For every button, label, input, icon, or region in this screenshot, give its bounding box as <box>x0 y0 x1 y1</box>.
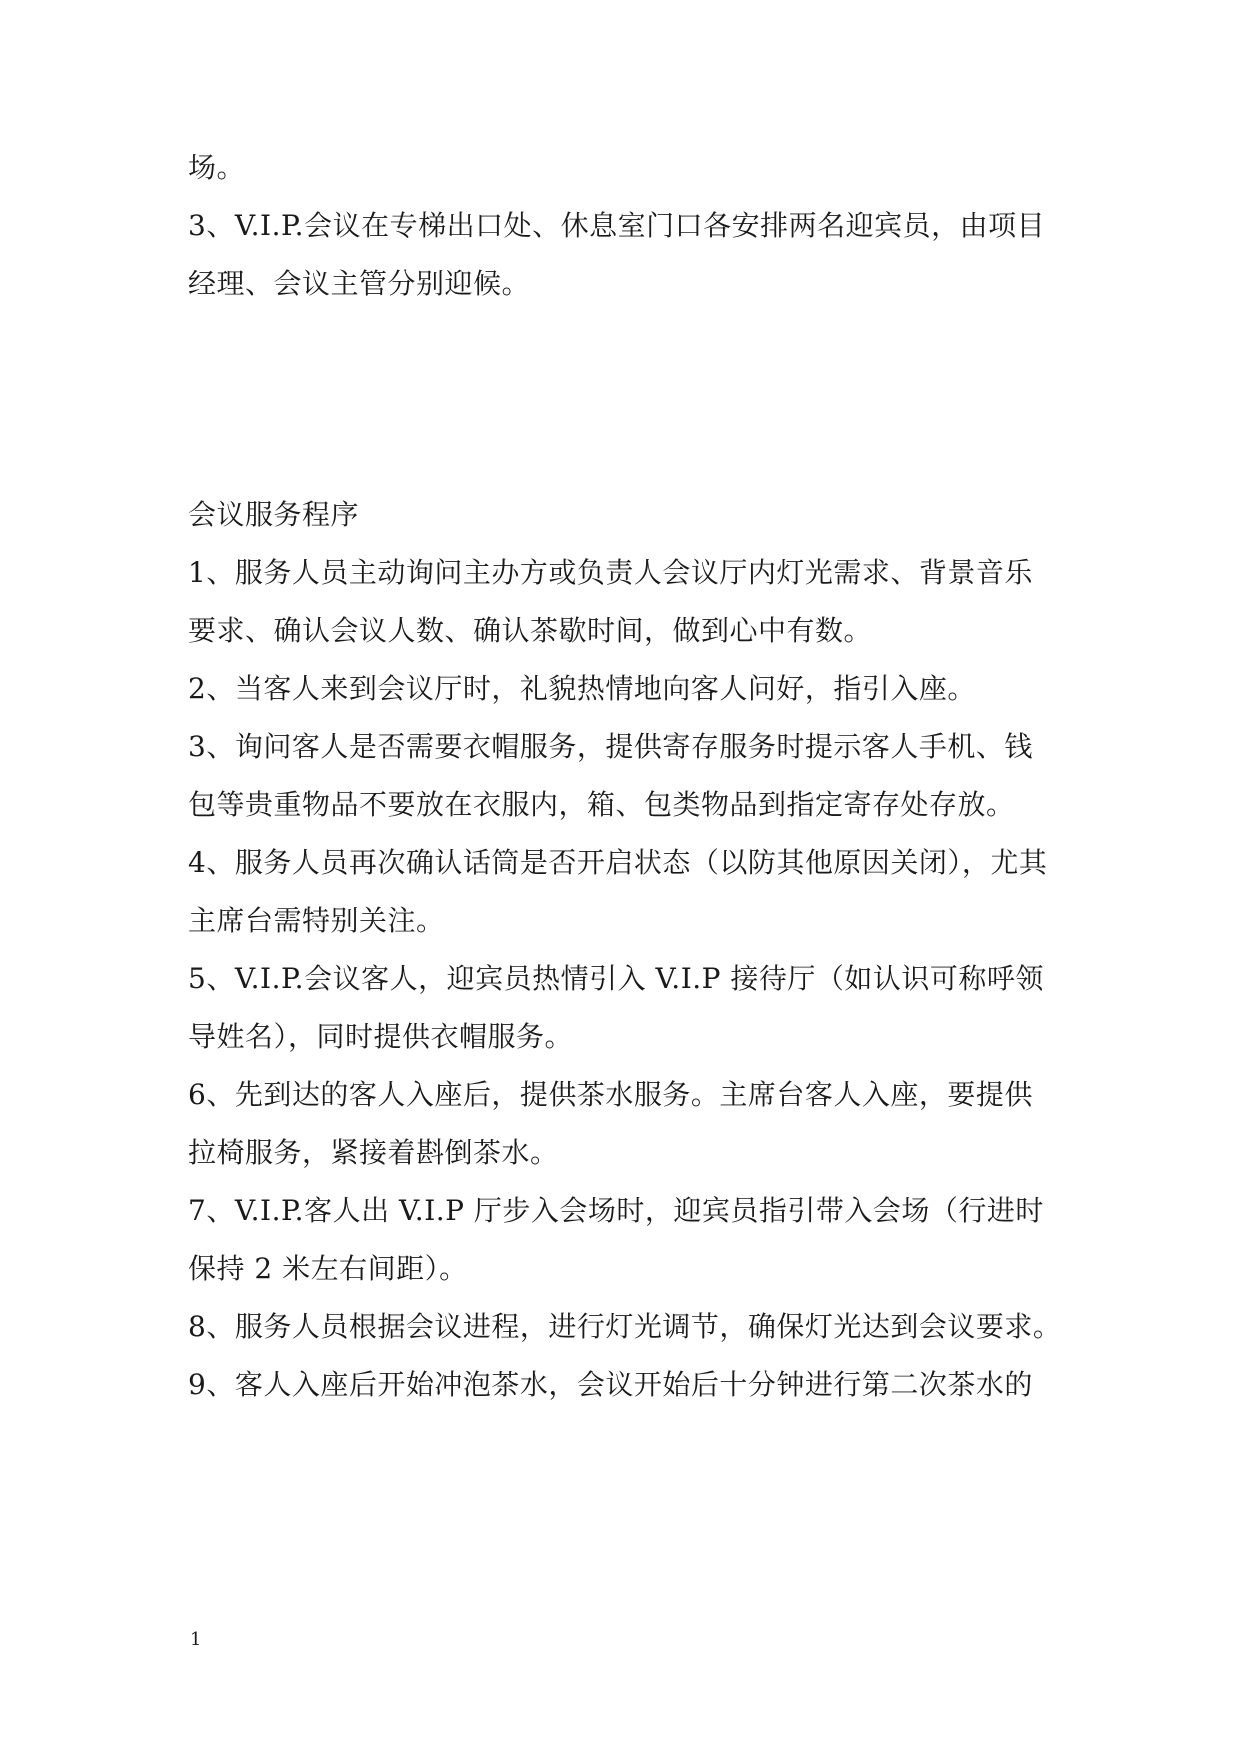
page-number: 1 <box>190 1629 202 1650</box>
text-line-10: 4、服务人员再次确认话筒是否开启状态（以防其他原因关闭），尤其 <box>188 846 1048 879</box>
text-line-7: 2、当客人来到会议厅时，礼貌热情地向客人问好，指引入座。 <box>188 672 976 705</box>
text-line-13: 导姓名），同时提供衣帽服务。 <box>188 1020 574 1053</box>
text-line-15: 拉椅服务，紧接着斟倒茶水。 <box>188 1136 559 1169</box>
text-line-14: 6、先到达的客人入座后，提供茶水服务。主席台客人入座，要提供 <box>188 1078 1033 1111</box>
text-line-9: 包等贵重物品不要放在衣服内，箱、包类物品到指定寄存处存放。 <box>188 788 1015 821</box>
text-line-17: 保持 2 米左右间距）。 <box>188 1252 468 1285</box>
text-line-3: 经理、会议主管分别迎候。 <box>188 267 531 300</box>
text-line-6: 要求、确认会议人数、确认茶歇时间，做到心中有数。 <box>188 614 873 647</box>
text-line-16: 7、V.I.P.客人出 V.I.P 厅步入会场时，迎宾员指引带入会场（行进时 <box>188 1194 1044 1227</box>
text-line-19: 9、客人入座后开始冲泡茶水，会议开始后十分钟进行第二次茶水的 <box>188 1368 1033 1401</box>
text-line-1: 场。 <box>188 151 246 184</box>
text-line-12: 5、V.I.P.会议客人，迎宾员热情引入 V.I.P 接待厅（如认识可称呼领 <box>188 962 1044 995</box>
section-heading: 会议服务程序 <box>188 498 360 531</box>
text-line-2: 3、V.I.P.会议在专梯出口处、休息室门口各安排两名迎宾员，由项目 <box>188 209 1046 242</box>
text-line-11: 主席台需特别关注。 <box>188 904 445 937</box>
text-line-5: 1、服务人员主动询问主办方或负责人会议厅内灯光需求、背景音乐 <box>188 556 1033 589</box>
text-line-8: 3、询问客人是否需要衣帽服务，提供寄存服务时提示客人手机、钱 <box>188 730 1033 763</box>
text-line-18: 8、服务人员根据会议进程，进行灯光调节，确保灯光达到会议要求。 <box>188 1310 1062 1343</box>
